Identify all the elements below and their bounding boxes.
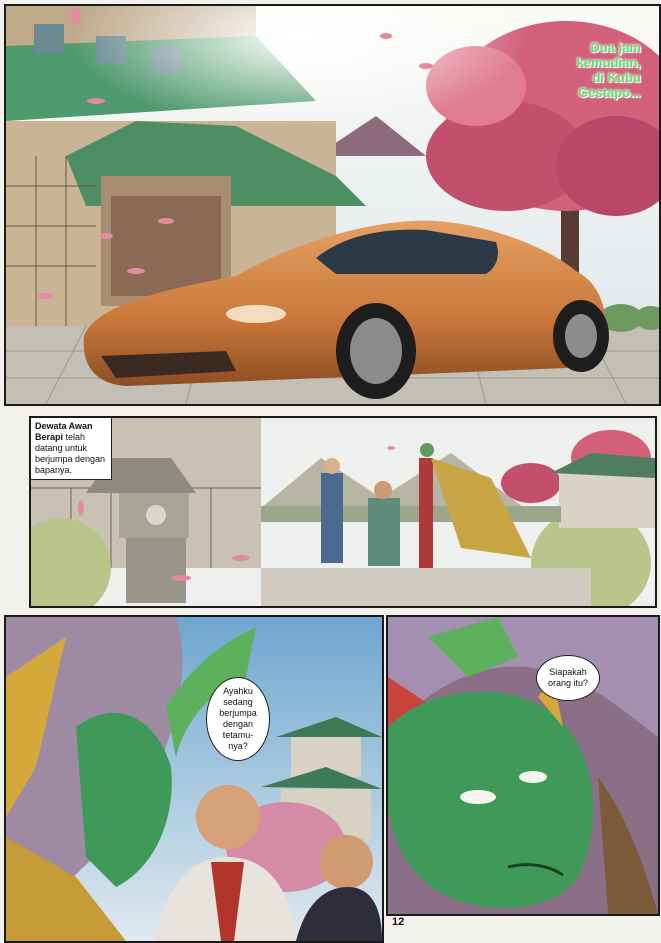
panel-villain-asks	[4, 615, 384, 943]
villain-asks-illustration	[6, 617, 382, 941]
villain-eye-left	[460, 790, 496, 804]
caption-text: telah datang untuk berjumpa dengan bapanya.	[35, 432, 106, 475]
panel-courtyard	[29, 416, 657, 608]
caption-line: di Kubu	[592, 70, 641, 85]
panel-villain-closeup	[386, 615, 660, 916]
villain-eye-right	[519, 771, 547, 783]
caption-line: Dua jam	[590, 40, 641, 55]
caption-line: Gestapo...	[578, 85, 641, 100]
narration-caption-green	[541, 40, 641, 100]
speech-bubble-siapakah	[536, 655, 600, 701]
panel-car-temple	[4, 4, 661, 406]
narration-caption-box	[31, 418, 112, 480]
courtyard-floor	[261, 568, 591, 606]
speech-bubble-ayahku	[206, 677, 270, 761]
balloon-line: berjumpa	[219, 708, 257, 718]
courtyard-illustration	[31, 418, 655, 606]
balloon-line: tetamu-	[222, 730, 254, 740]
balloon-line: Siapakah	[549, 667, 587, 677]
caption-line: kemudian,	[576, 55, 641, 70]
figure-blue-robe	[321, 458, 343, 563]
caption-name: Dewata Awan Berapi	[35, 421, 93, 442]
balloon-line: orang itu?	[547, 678, 589, 688]
page-number: 12	[392, 916, 405, 928]
balloon-line: sedang	[223, 697, 253, 707]
balloon-line: Ayahku	[223, 686, 253, 696]
balloon-line: dengan	[222, 719, 254, 729]
villain-closeup-illustration	[388, 617, 658, 914]
balloon-line: nya?	[228, 741, 248, 751]
